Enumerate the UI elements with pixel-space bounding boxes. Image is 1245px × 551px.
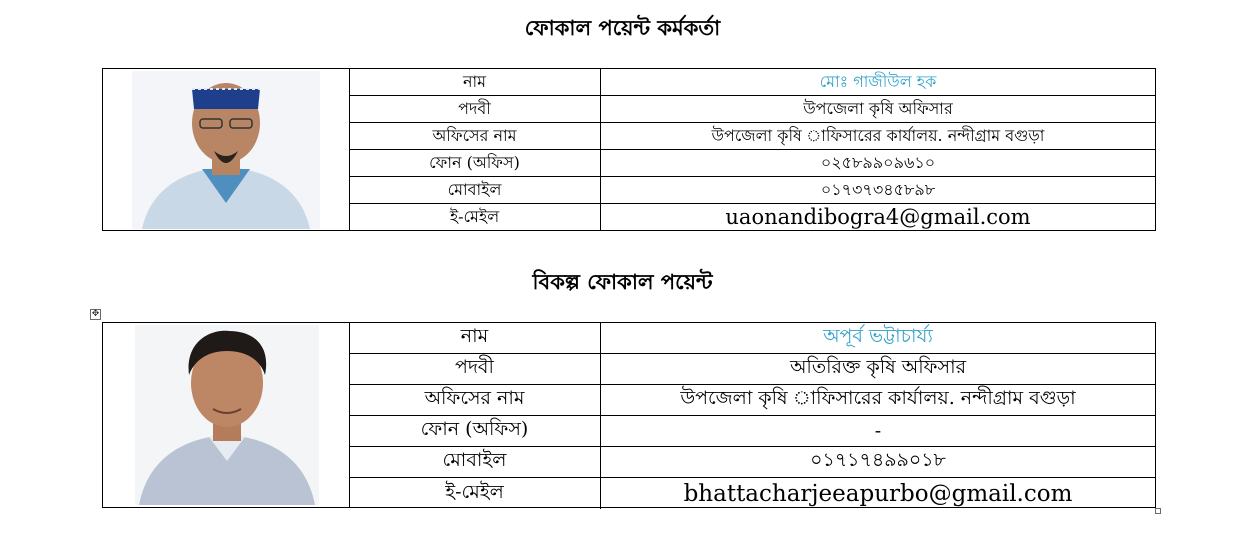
row-label: নাম [349, 69, 601, 95]
office-name-value: উপজেলা কৃষি াফিসারের কার্যালয়. নন্দীগ্রাম বগুড়া [680, 387, 1076, 409]
table-row [349, 416, 1155, 447]
table-row [349, 177, 1155, 204]
mobile-value: ০১৭৩৭৩৪৫৮৯৮ [820, 179, 936, 199]
name-value: মোঃ গাজীউল হক [819, 71, 937, 91]
office-phone-value: ০২৫৮৯৯০৯৬১০ [820, 152, 936, 172]
table-row [349, 96, 1155, 123]
table-row [349, 447, 1155, 478]
row-label: নাম [349, 323, 601, 353]
name-value: অপূর্ব ভট্টাচার্য্য [823, 325, 933, 347]
row-label: ফোন (অফিস) [349, 150, 601, 176]
row-label: ই-মেইল [349, 478, 601, 509]
alternate-focal-point-table [102, 322, 1156, 508]
office-phone-value: - [874, 420, 882, 442]
row-label: পদবী [349, 96, 601, 122]
photo-cell [103, 323, 350, 507]
email-value: uaonandibogra4@gmail.com [725, 205, 1031, 229]
office-name-value: উপজেলা কৃষি াফিসারের কার্যালয়. নন্দীগ্রাম বগুড়া [711, 125, 1045, 145]
row-label: অফিসের নাম [349, 385, 601, 415]
table-row [349, 204, 1155, 230]
details-rows [349, 69, 1155, 230]
row-label: অফিসের নাম [349, 123, 601, 149]
move-handle-icon[interactable]: ✥ [91, 309, 100, 319]
table-row [349, 69, 1155, 96]
table-row [349, 123, 1155, 150]
row-label: পদবী [349, 354, 601, 384]
row-label: ই-মেইল [349, 204, 601, 230]
table-row [349, 323, 1155, 354]
resize-handle-icon[interactable] [1155, 508, 1161, 514]
table-row [349, 385, 1155, 416]
table-row [349, 478, 1155, 509]
focal-point-table [102, 68, 1156, 231]
person-photo-icon [132, 71, 320, 229]
section-title-focal-point: ফোকাল পয়েন্ট কর্মকর্তা [524, 15, 721, 40]
section-title-alternate-focal-point: বিকল্প ফোকাল পয়েন্ট [532, 269, 713, 294]
designation-value: উপজেলা কৃষি অফিসার [803, 98, 953, 118]
person-photo-icon [135, 325, 319, 505]
table-row [349, 354, 1155, 385]
table-row [349, 150, 1155, 177]
row-label: মোবাইল [349, 447, 601, 477]
details-rows [349, 323, 1155, 507]
photo-cell [103, 69, 350, 230]
mobile-value: ০১৭১৭৪৯৯০১৮ [810, 449, 946, 471]
designation-value: অতিরিক্ত কৃষি অফিসার [789, 356, 967, 378]
row-label: মোবাইল [349, 177, 601, 203]
row-label: ফোন (অফিস) [349, 416, 601, 446]
email-value: bhattacharjeeapurbo@gmail.com [683, 480, 1073, 507]
